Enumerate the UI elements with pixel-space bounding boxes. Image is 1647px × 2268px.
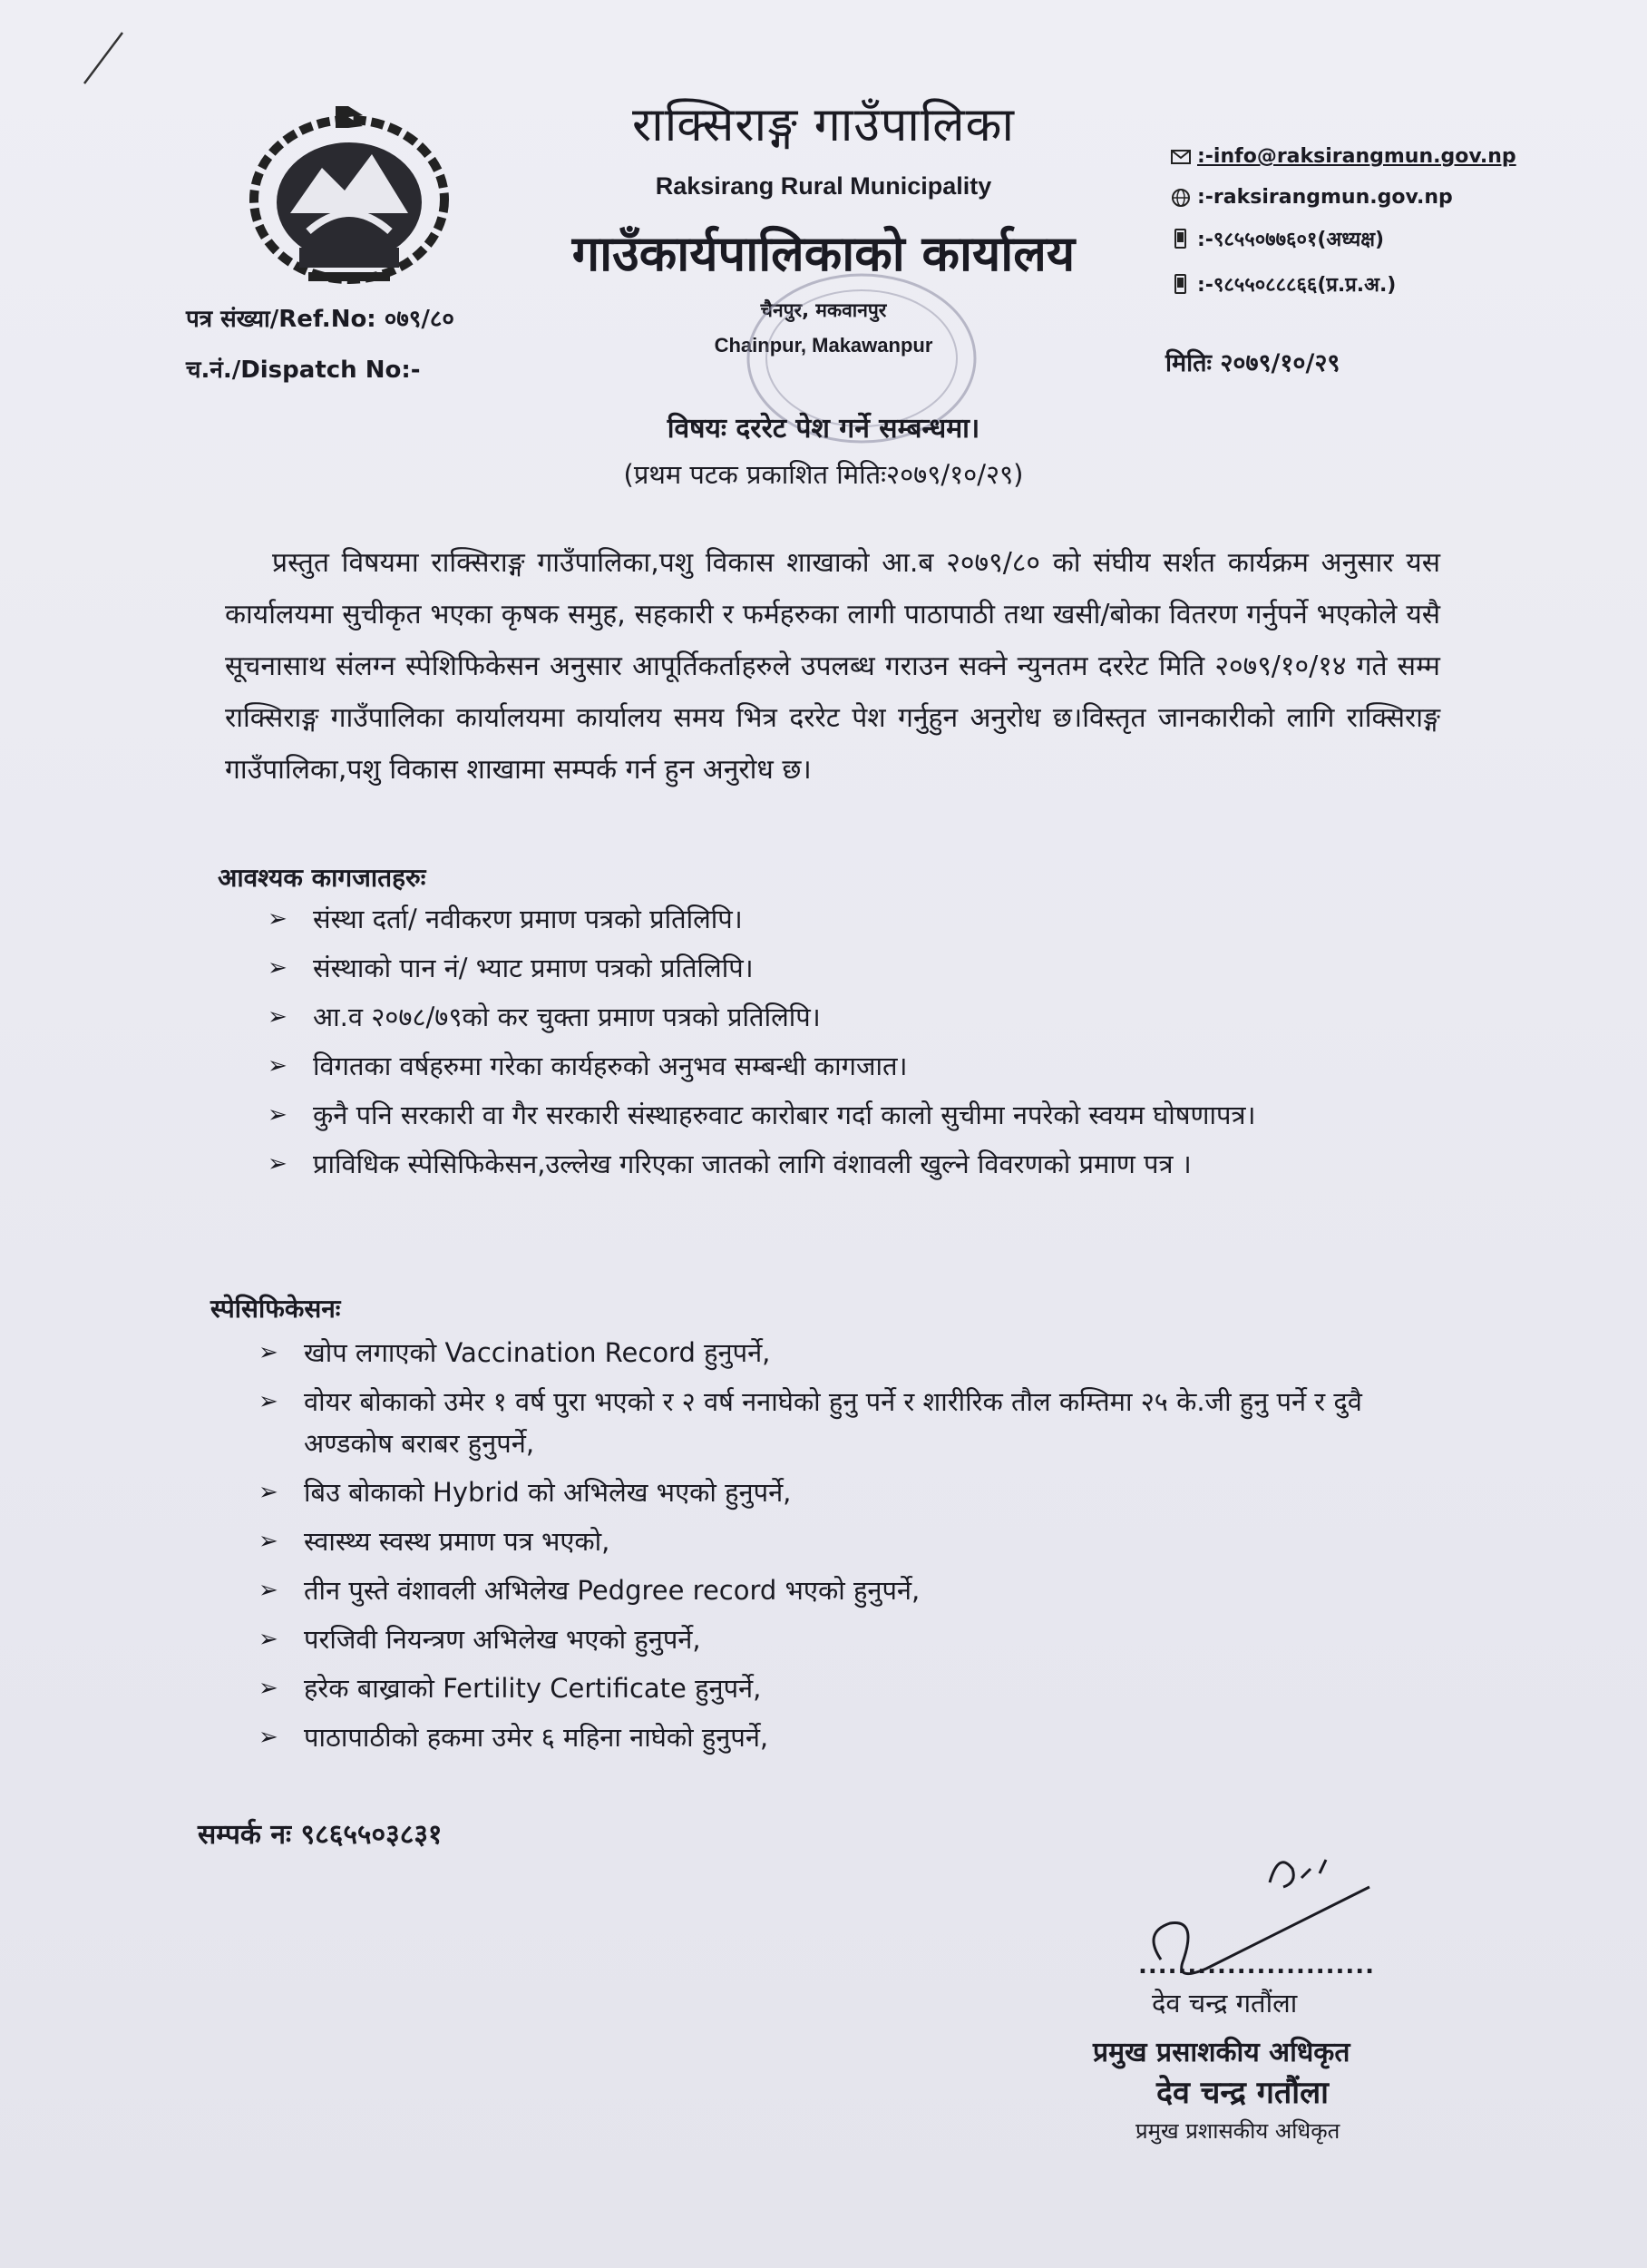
- list-item: ➢ स्वास्थ्य स्वस्थ प्रमाण पत्र भएको,: [249, 1520, 1447, 1562]
- specifications-title: स्पेसिफिकेसनः: [210, 1294, 341, 1324]
- municipality-name-english: Raksirang Rural Municipality: [655, 172, 992, 200]
- website-line: [1170, 186, 1453, 209]
- address-nepali: चैनपुर, मकवानपुर: [760, 299, 887, 321]
- list-item: ➢ खोप लगाएको Vaccination Record हुनुपर्ने,: [249, 1332, 1447, 1374]
- list-item: ➢ हरेक बाख्राको Fertility Certificate हुनुपर्ने,: [249, 1667, 1447, 1709]
- address-english: Chainpur, Makawanpur: [714, 334, 933, 357]
- arrow-bullet-icon: ➢: [258, 1528, 278, 1555]
- mobile-phone-icon: [1170, 274, 1194, 294]
- list-item: ➢ परजिवी नियन्त्रण अभिलेख भएको हुनुपर्ने,: [249, 1618, 1447, 1660]
- arrow-bullet-icon: ➢: [268, 1101, 287, 1129]
- list-item: ➢ तीन पुस्ते वंशावली अभिलेख Pedgree record भएको हुनुपर्ने,: [249, 1569, 1447, 1611]
- list-item: ➢ आ.व २०७८/७९को कर चुक्ता प्रमाण पत्रको प्रतिलिपि।: [258, 996, 1437, 1038]
- arrow-bullet-icon: ➢: [258, 1577, 278, 1604]
- list-item: ➢ संस्था दर्ता/ नवीकरण प्रमाण पत्रको प्रतिलिपि।: [258, 898, 1437, 940]
- arrow-bullet-icon: ➢: [268, 1052, 287, 1080]
- list-item: ➢ बिउ बोकाको Hybrid को अभिलेख भएको हुनुपर्ने,: [249, 1471, 1447, 1513]
- arrow-bullet-icon: ➢: [268, 954, 287, 982]
- arrow-bullet-icon: ➢: [258, 1675, 278, 1702]
- arrow-bullet-icon: ➢: [258, 1339, 278, 1366]
- phone-text-2: :-९८५५०८८८६६(प्र.प्र.अ.): [1197, 274, 1397, 297]
- municipality-name-nepali: राक्सिराङ्ग गाउँपालिका: [632, 98, 1015, 152]
- arrow-bullet-icon: ➢: [258, 1724, 278, 1751]
- phone-line-1: [1170, 225, 1384, 252]
- dispatch-number: च.नं./Dispatch No:-: [186, 357, 421, 384]
- arrow-bullet-icon: ➢: [258, 1388, 278, 1415]
- arrow-bullet-icon: ➢: [268, 905, 287, 933]
- email-line: [1170, 145, 1516, 168]
- phone-line-2: [1170, 270, 1396, 298]
- list-item: ➢ विगतका वर्षहरुमा गरेका कार्यहरुको अनुभव सम्बन्धी कागजात।: [258, 1045, 1437, 1087]
- list-item: ➢ कुनै पनि सरकारी वा गैर सरकारी संस्थाहरुवाट कारोबार गर्दा कालो सुचीमा नपरेको स्वयम घोषणापत्र।: [258, 1094, 1437, 1136]
- arrow-bullet-icon: ➢: [258, 1479, 278, 1506]
- signatory-title-stamp: प्रमुख प्रशासकीय अधिकृत: [1135, 2118, 1340, 2144]
- website-text[interactable]: :-raksirangmun.gov.np: [1197, 186, 1453, 209]
- signatory-name-handwritten: देव चन्द्र गतौंला: [1152, 1988, 1298, 2019]
- mobile-phone-icon: [1170, 229, 1194, 249]
- email-text[interactable]: :-info@raksirangmun.gov.np: [1197, 145, 1516, 168]
- signatory-name-stamp: देव चन्द्र गतौंला: [1156, 2075, 1329, 2111]
- arrow-bullet-icon: ➢: [258, 1626, 278, 1653]
- list-item: ➢ वोयर बोकाको उमेर १ वर्ष पुरा भएको र २ वर्ष ननाघेको हुनु पर्ने र शारीरिक तौल कम्तिमा २५ के.जी हुनु पर्ने र दुवै अण्डकोष बराबर हुनुपर्ने,: [249, 1381, 1447, 1464]
- pen-stroke-mark: [77, 27, 132, 91]
- email-icon: [1170, 147, 1194, 167]
- first-published-date: (प्रथम पटक प्रकाशित मितिः२०७९/१०/२९): [623, 459, 1024, 490]
- reference-number: पत्र संख्या/Ref.No: ०७९/८०: [186, 306, 454, 333]
- globe-icon: [1170, 188, 1194, 208]
- specifications-list: [249, 1332, 1447, 1765]
- letter-date: मितिः २०७९/१०/२९: [1165, 349, 1340, 377]
- office-name: गाउँकार्यपालिकाको कार्यालय: [571, 225, 1076, 282]
- required-documents-title: आवश्यक कागजातहरुः: [218, 863, 426, 893]
- body-paragraph: प्रस्तुत विषयमा राक्सिराङ्ग गाउँपालिका,पशु विकास शाखाको आ.ब २०७९/८० को संघीय सर्शत कार्यक्रम अनुसार यस कार्यालयमा सुचीकृत भएका कृषक समुह, सहकारी र फर्महरुका लागी पाठापाठी तथा खसी/बोका वितरण गर्नुपर्ने भएकोले यसै सूचनासाथ संलग्न स्पेशिफिकेसन अनुसार आपूर्तिकर्ताहरुले उपलब्ध गराउन सक्ने न्युनतम दररेट मिति २०७९/१०/१४ गते सम्म राक्सिराङ्ग गाउँपालिका कार्यालयमा कार्यालय समय भित्र दररेट पेश गर्नुहुन अनुरोध छ।विस्तृत जानकारीको लागि राक्सिराङ्ग गाउँपालिका,पशु विकास शाखामा सम्पर्क गर्न हुन अनुरोध छ।: [225, 547, 1440, 786]
- signatory-title-handwritten: प्रमुख प्रसाशकीय अधिकृत: [1093, 2037, 1350, 2068]
- contact-number: सम्पर्क नः ९८६५५०३८३१: [198, 1819, 443, 1851]
- list-item: ➢ पाठापाठीको हकमा उमेर ६ महिना नाघेको हुनुपर्ने,: [249, 1716, 1447, 1758]
- arrow-bullet-icon: ➢: [268, 1003, 287, 1031]
- phone-text-1: :-९८५५०७७६०१(अध्यक्ष): [1197, 229, 1385, 251]
- arrow-bullet-icon: ➢: [268, 1150, 287, 1178]
- list-item: ➢ प्राविधिक स्पेसिफिकेसन,उल्लेख गरिएका जातको लागि वंशावली खुल्ने विवरणको प्रमाण पत्र ।: [258, 1143, 1437, 1185]
- signature-line: ........................: [1138, 1952, 1376, 1980]
- required-documents-list: [258, 898, 1437, 1192]
- list-item: ➢ संस्थाको पान नं/ भ्याट प्रमाण पत्रको प्रतिलिपि।: [258, 947, 1437, 989]
- letter-subject: विषयः दररेट पेश गर्ने सम्बन्धमा।: [667, 413, 980, 445]
